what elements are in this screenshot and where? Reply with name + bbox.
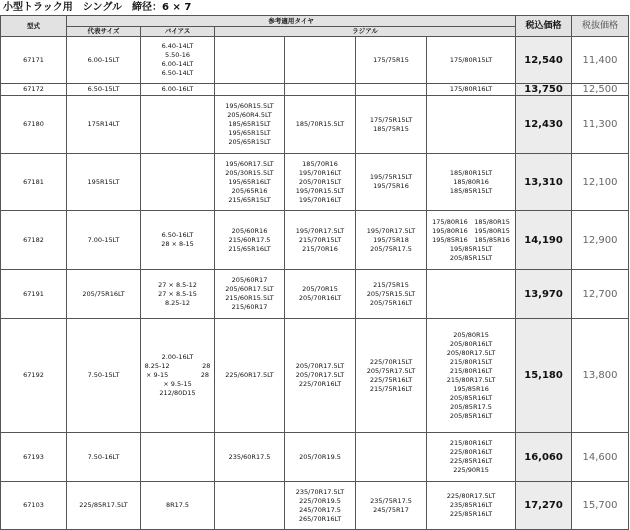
radial-cell-2 xyxy=(285,270,356,319)
radial-cell-2 xyxy=(285,482,356,530)
tire-size: 205/75R16LT xyxy=(369,298,413,307)
radial-cell-3 xyxy=(356,482,427,530)
price-incl-cell: 15,180 xyxy=(516,319,572,433)
tire-size: 195/60R15.5LT xyxy=(225,102,274,110)
representative-size-cell: 6.00-15LT xyxy=(67,37,141,84)
representative-size-cell: 7.50-15LT xyxy=(67,319,141,433)
price-incl-cell: 12,430 xyxy=(516,96,572,154)
radial-cell-1 xyxy=(215,270,285,319)
tire-size: × 9.5-15 xyxy=(163,380,192,388)
tire-size: 195/70R15.5LT xyxy=(295,186,345,195)
tire-size: 235/60R17.5 xyxy=(228,452,271,461)
tire-price-table xyxy=(0,15,629,530)
radial-cell-3 xyxy=(356,211,427,270)
price-incl-cell: 13,970 xyxy=(516,270,572,319)
radial-cell-2 xyxy=(285,211,356,270)
tire-size: 215/80R15LT xyxy=(449,357,493,366)
model-cell: 67103 xyxy=(1,482,67,530)
tire-size: 215/80R16LT xyxy=(449,439,493,447)
price-excl-cell: 13,800 xyxy=(572,319,629,433)
tire-size: 27 × 8.5-12 xyxy=(158,280,197,289)
radial-cell-4 xyxy=(427,319,516,433)
radial-cell-4 xyxy=(427,96,516,154)
tire-size: 195/70R16LT xyxy=(298,195,342,204)
radial-cell-4 xyxy=(427,270,516,319)
tire-size: 6.00-14LT xyxy=(161,60,194,68)
radial-cell-3 xyxy=(356,96,427,154)
representative-size-cell: 195R15LT xyxy=(67,154,141,211)
radial-cell-1 xyxy=(215,482,285,530)
radial-cell-4 xyxy=(427,211,516,270)
model-cell: 67171 xyxy=(1,37,67,84)
tire-size: 205/85R16LT xyxy=(449,411,493,420)
tire-size: 212/80D15 xyxy=(159,389,196,397)
table-row xyxy=(1,154,629,211)
tire-size: 195/75R16 xyxy=(373,182,409,190)
representative-size-cell: 7.00-15LT xyxy=(67,211,141,270)
model-cell: 67191 xyxy=(1,270,67,319)
radial-header: ラジアル xyxy=(215,27,516,37)
tire-size: 205/80R15 205/80R16LT xyxy=(449,330,496,348)
tire-size: 205/75R15.5LT xyxy=(366,289,416,298)
price-incl-cell: 12,540 xyxy=(516,37,572,84)
price-incl-cell: 13,310 xyxy=(516,154,572,211)
tire-size: 225/70R15LT xyxy=(369,357,413,366)
tire-size: 175/75R15LT xyxy=(369,115,413,124)
tire-size: 235/75R17.5 xyxy=(370,496,412,505)
model-cell: 67180 xyxy=(1,96,67,154)
model-cell: 67172 xyxy=(1,84,67,96)
tire-size: 185/70R16 xyxy=(302,159,338,168)
tire-size: 195/65R16LT xyxy=(228,177,271,186)
model-cell: 67193 xyxy=(1,433,67,482)
bias-header: バイアス xyxy=(141,27,215,37)
tire-size: 185/80R15LT 185/80R16 xyxy=(449,168,499,186)
tire-size: 205/60R17.5LT xyxy=(225,285,274,293)
model-cell: 67181 xyxy=(1,154,67,211)
price-excl-cell: 12,500 xyxy=(572,84,629,96)
radial-cell-4 xyxy=(427,433,516,482)
representative-size-cell: 6.50-15LT xyxy=(67,84,141,96)
bias-cell xyxy=(141,482,215,530)
tire-size: 225/70R19.5 xyxy=(299,496,341,505)
tire-size: 205/75R17.5LT xyxy=(366,366,416,375)
price-excl-cell: 12,100 xyxy=(572,154,629,211)
tire-size: 185/75R15 xyxy=(373,124,409,133)
radial-cell-4 xyxy=(427,84,516,96)
tire-size: 205/85R17.5 xyxy=(450,402,492,411)
table-row xyxy=(1,84,629,96)
radial-cell-1 xyxy=(215,37,285,84)
price-incl-cell: 14,190 xyxy=(516,211,572,270)
tire-size: 225/80R17.5LT xyxy=(446,492,496,500)
tire-size: 225/80R16LT xyxy=(449,448,493,456)
tire-size: 215/75R15 xyxy=(373,280,409,289)
tire-size: 205/70R17.5LT xyxy=(295,362,345,370)
tire-size: 195/60R17.5LT xyxy=(225,159,274,168)
representative-size-header: 代表サイズ xyxy=(67,27,141,37)
reference-header: 参考適用タイヤ xyxy=(67,16,516,27)
radial-cell-2 xyxy=(285,154,356,211)
tire-size: 195/80R16 195/80R15 xyxy=(432,226,510,235)
tire-size: 175/80R15LT xyxy=(449,55,493,64)
tire-size: 195/65R15LT xyxy=(228,129,271,137)
tire-size: 8.25-12 28 xyxy=(144,362,211,370)
tire-size: 215/80R16LT xyxy=(449,366,493,375)
tire-size: 6.00-16LT xyxy=(161,85,194,93)
tire-size: 215/65R15LT xyxy=(228,195,271,204)
radial-cell-3 xyxy=(356,84,427,96)
tire-size: 205/80R17.5LT xyxy=(446,348,496,357)
table-row xyxy=(1,433,629,482)
tire-size: 195/85R15LT xyxy=(449,244,493,253)
radial-cell-3 xyxy=(356,37,427,84)
tire-size: 195/85R16 185/85R16 xyxy=(432,235,510,244)
tire-size: 215/65R16LT xyxy=(228,244,271,253)
radial-cell-2 xyxy=(285,96,356,154)
price-excl-header: 税抜価格 xyxy=(572,16,629,37)
price-incl-cell: 17,270 xyxy=(516,482,572,530)
tire-size: 205/70R17.5LT xyxy=(295,371,345,379)
radial-cell-1 xyxy=(215,319,285,433)
bias-cell xyxy=(141,433,215,482)
tire-size: 225/85R16LT xyxy=(449,510,493,518)
tire-size: 195/75R18 xyxy=(373,235,409,244)
price-excl-cell: 15,700 xyxy=(572,482,629,530)
tire-size: 8.25-12 xyxy=(164,298,191,307)
bias-cell xyxy=(141,84,215,96)
tire-size: 205/70R19.5 xyxy=(299,452,341,461)
radial-cell-1 xyxy=(215,211,285,270)
tire-size: 215/60R17.5 xyxy=(228,235,271,244)
tire-size: 215/70R16 xyxy=(302,244,338,253)
tire-size: 195/70R16LT xyxy=(298,168,342,177)
radial-cell-3 xyxy=(356,270,427,319)
tire-size: 225/85R16LT 225/90R15 xyxy=(449,457,499,474)
radial-cell-2 xyxy=(285,433,356,482)
radial-cell-1 xyxy=(215,84,285,96)
price-excl-cell: 11,400 xyxy=(572,37,629,84)
price-excl-cell: 11,300 xyxy=(572,96,629,154)
bias-cell xyxy=(141,37,215,84)
representative-size-cell: 225/85R17.5LT xyxy=(67,482,141,530)
bias-cell xyxy=(141,211,215,270)
tire-size: 245/70R17.5 xyxy=(299,505,341,514)
tire-size: 6.40-14LT xyxy=(161,42,194,50)
tire-size: 225/70R16LT xyxy=(298,380,342,388)
table-row xyxy=(1,211,629,270)
model-cell: 67182 xyxy=(1,211,67,270)
table-row xyxy=(1,270,629,319)
price-incl-header: 税込価格 xyxy=(516,16,572,37)
radial-cell-4 xyxy=(427,154,516,211)
radial-cell-2 xyxy=(285,37,356,84)
tire-size: 205/65R16 xyxy=(231,186,268,195)
price-incl-cell: 16,060 xyxy=(516,433,572,482)
tire-size: 28 × 8-15 xyxy=(161,240,194,248)
tire-size: 205/70R15LT xyxy=(298,177,342,186)
price-excl-cell: 14,600 xyxy=(572,433,629,482)
price-excl-cell: 12,900 xyxy=(572,211,629,270)
tire-size: × 9-15 28 xyxy=(145,371,210,379)
tire-size: 175/80R16LT xyxy=(449,85,493,93)
representative-size-cell: 175R14LT xyxy=(67,96,141,154)
tire-size: 225/75R16LT xyxy=(369,375,413,384)
tire-size: 235/85R16LT xyxy=(449,501,493,509)
radial-cell-1 xyxy=(215,154,285,211)
tire-size: 6.50-16LT xyxy=(161,231,194,239)
tire-size: 235/70R17.5LT xyxy=(295,487,345,496)
tire-size: 175/75R15 xyxy=(373,55,409,64)
bias-cell xyxy=(141,154,215,211)
radial-cell-1 xyxy=(215,96,285,154)
radial-cell-4 xyxy=(427,37,516,84)
radial-cell-2 xyxy=(285,319,356,433)
tire-size: 225/60R17.5LT xyxy=(225,371,274,379)
tire-size: 2.00-16LT xyxy=(161,353,194,361)
tire-size: 205/60R17 xyxy=(231,276,268,284)
tire-size: 185/70R15.5LT xyxy=(295,120,345,128)
tire-size: 195/85R16 205/85R16LT xyxy=(449,384,496,402)
tire-size: 6.50-14LT xyxy=(161,69,194,77)
tire-size: 205/70R15 xyxy=(302,285,338,293)
tire-size: 195/70R17.5LT xyxy=(295,226,345,235)
tire-size: 205/75R17.5 xyxy=(370,244,412,253)
bias-cell xyxy=(141,96,215,154)
tire-size: 205/65R15LT xyxy=(228,138,271,146)
tire-size: 245/75R17 xyxy=(373,505,409,514)
tire-size: 195/75R15LT xyxy=(369,173,413,181)
model-cell: 67192 xyxy=(1,319,67,433)
radial-cell-1 xyxy=(215,433,285,482)
page-title: 小型トラック用 シングル 締径：6 × 7 xyxy=(3,2,192,13)
representative-size-cell: 205/75R16LT xyxy=(67,270,141,319)
tire-size: 215/80R17.5LT xyxy=(446,375,496,384)
table-row xyxy=(1,319,629,433)
radial-cell-3 xyxy=(356,433,427,482)
tire-size: 175/80R16 185/80R15 xyxy=(432,217,510,226)
model-header: 型式 xyxy=(1,16,67,37)
tire-size: 265/70R16LT xyxy=(298,514,342,523)
tire-size: 205/85R15LT xyxy=(449,253,493,262)
tire-size: 5.50-16 xyxy=(164,51,191,59)
table-row xyxy=(1,37,629,84)
representative-size-cell: 7.50-16LT xyxy=(67,433,141,482)
bias-cell xyxy=(141,319,215,433)
table-row xyxy=(1,96,629,154)
tire-size: 8R17.5 xyxy=(165,501,190,509)
tire-size: 215/75R16LT xyxy=(369,384,413,393)
bias-cell xyxy=(141,270,215,319)
tire-size: 205/60R4.5LT xyxy=(227,111,272,119)
tire-size: 27 × 8.5-15 xyxy=(158,289,197,298)
tire-size: 205/60R16 xyxy=(231,226,268,235)
tire-size: 205/70R16LT xyxy=(298,294,342,302)
tire-size: 205/30R15.5LT xyxy=(225,168,274,177)
tire-size: 185/85R15LT xyxy=(449,186,493,195)
price-incl-cell: 13,750 xyxy=(516,84,572,96)
tire-size: 195/70R17.5LT xyxy=(366,226,416,235)
price-excl-cell: 12,700 xyxy=(572,270,629,319)
tire-size: 215/70R15LT xyxy=(298,235,342,244)
tire-size: 215/60R17 xyxy=(231,303,268,311)
radial-cell-3 xyxy=(356,319,427,433)
radial-cell-3 xyxy=(356,154,427,211)
tire-size: 185/65R15LT xyxy=(228,120,271,128)
table-row xyxy=(1,482,629,530)
radial-cell-2 xyxy=(285,84,356,96)
radial-cell-4 xyxy=(427,482,516,530)
tire-size: 215/60R15.5LT xyxy=(225,294,274,302)
